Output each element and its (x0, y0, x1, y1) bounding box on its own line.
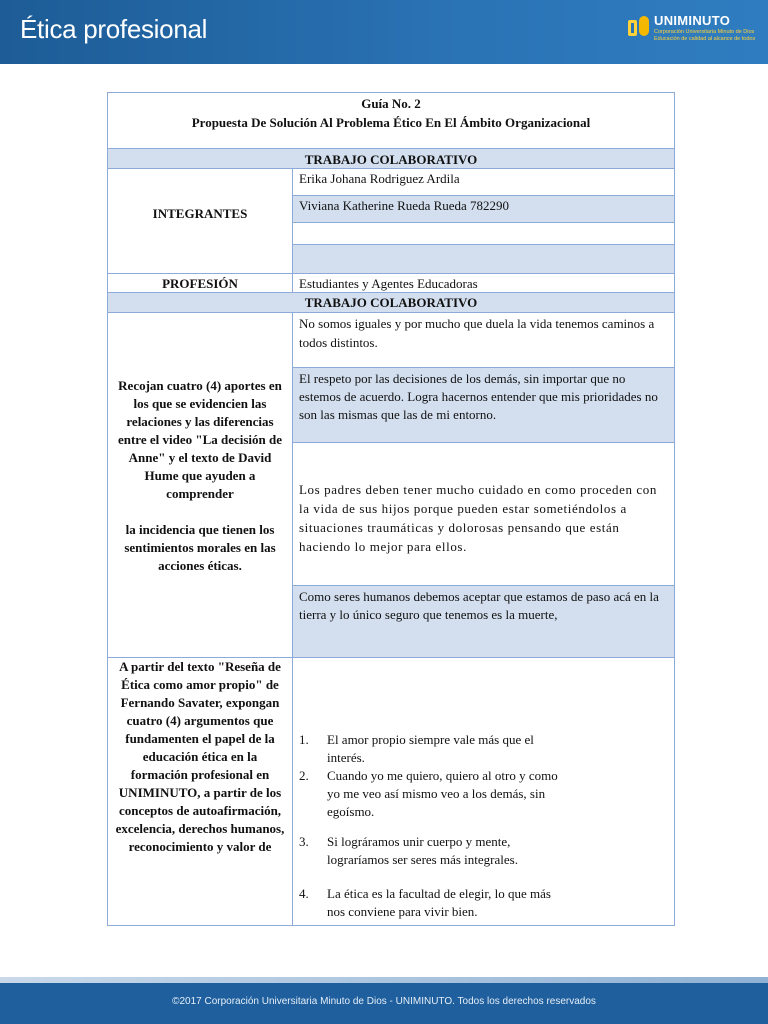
question-1-part-2: la incidencia que tienen los sentimientos morales en las acciones éticas. (124, 522, 276, 573)
section-header-2: TRABAJO COLABORATIVO (108, 292, 674, 312)
list-item-number: 1. (299, 732, 309, 747)
list-item-text: La ética es la facultad de elegir, lo que más nos conviene para vivir bien. (327, 886, 551, 919)
guide-title: Guía No. 2 (361, 96, 421, 111)
guide-subtitle: Propuesta De Solución Al Problema Ético En El Ámbito Organizacional (191, 115, 591, 130)
answer-1-3: Los padres deben tener mucho cuidado en como proceden con la vida de sus hijos porque pueden estar sometiéndolos a situaciones traumáticas y dolorosas pensando que están haciendo lo mejor para ellos. (292, 442, 674, 585)
profesion-value: Estudiantes y Agentes Educadoras (292, 273, 674, 292)
list-item (299, 885, 569, 921)
list-item (299, 731, 569, 767)
list-item-number: 4. (299, 886, 309, 901)
integrante-2: Viviana Katherine Rueda Rueda 782290 (292, 195, 674, 222)
question-1 (108, 312, 292, 656)
footer-stripe (0, 977, 768, 983)
document-table (107, 92, 675, 926)
list-item-text: El amor propio siempre vale más que el interés. (327, 732, 534, 765)
logo-subtitle-2: Educación de calidad al alcance de todos (654, 36, 756, 42)
list-item (299, 767, 569, 821)
list-item-number: 2. (299, 768, 309, 783)
list-item-text: Cuando yo me quiero, quiero al otro y como yo me veo así mismo veo a los demás, sin egoísmo. (327, 768, 558, 819)
page-title: Ética profesional (20, 14, 208, 44)
question-2: A partir del texto "Reseña de Ética como amor propio" de Fernando Savater, expongan cuatro (4) argumentos que fundamenten el papel de la educación ética en la formación profesional en UNIMINUTO, a partir de los conceptos de autoafirmación, excelencia, derechos humanos, reconocimiento y valor de (108, 657, 292, 925)
integrante-1: Erika Johana Rodriguez Ardila (292, 168, 674, 195)
uniminuto-logo-icon (628, 14, 650, 40)
answer-1-4: Como seres humanos debemos aceptar que estamos de paso acá en la tierra y lo único seguro que tenemos es la muerte, (292, 585, 674, 657)
answer-1-1: No somos iguales y por mucho que duela la vida tenemos caminos a todos distintos. (292, 312, 674, 367)
profesion-label: PROFESIÓN (108, 273, 292, 292)
logo-brand: UNIMINUTO (654, 13, 731, 28)
logo-subtitle-1: Corporación Universitaria Minuto de Dios (654, 29, 755, 35)
list-item (299, 833, 569, 869)
list-item-number: 3. (299, 834, 309, 849)
integrante-3 (292, 222, 674, 244)
question-1-part-1: Recojan cuatro (4) aportes en los que se evidencien las relaciones y las diferencias entre el video "La decisión de Anne" y el texto de David Hume que ayuden a comprender (117, 378, 283, 501)
integrante-4 (292, 244, 674, 273)
answer-2-list (299, 731, 569, 921)
list-item-text: Si lográramos unir cuerpo y mente, lograríamos ser seres más integrales. (327, 834, 518, 867)
answer-2-cell (292, 657, 674, 925)
section-header-1: TRABAJO COLABORATIVO (108, 148, 674, 168)
guide-title-block (108, 93, 674, 148)
uniminuto-logo (628, 12, 768, 48)
footer-bar (0, 983, 768, 1024)
header-bar (0, 0, 768, 64)
footer-copyright: ©2017 Corporación Universitaria Minuto de Dios - UNIMINUTO. Todos los derechos reservados (172, 996, 596, 1007)
integrantes-label: INTEGRANTES (108, 168, 292, 273)
answer-1-2: El respeto por las decisiones de los demás, sin importar que no estemos de acuerdo. Logra hacernos entender que mis prioridades no son las mismas que las de mi entorno. (292, 367, 674, 442)
